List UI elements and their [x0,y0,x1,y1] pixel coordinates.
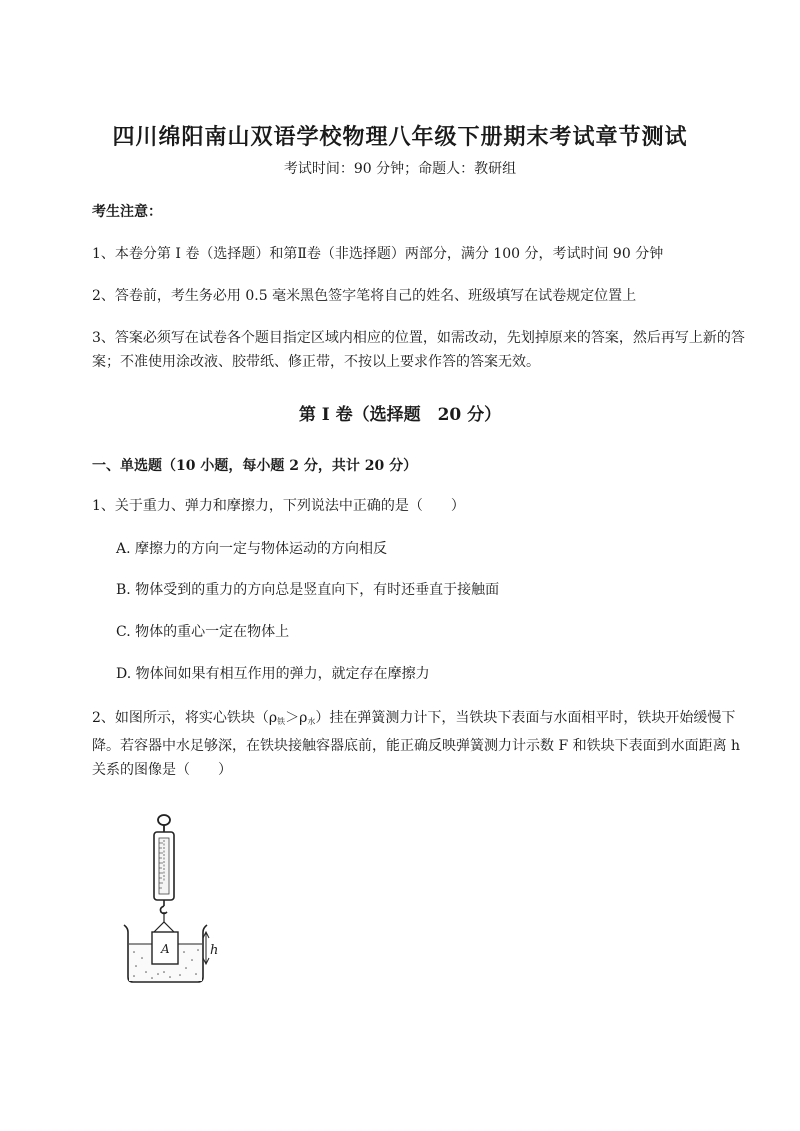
question-2-stem: 2、如图所示，将实心铁块$(\rho_铁>\rho_水)$挂在弹簧测力计下，当铁块下表面与水面相平时，铁块开始缓慢下降。若容器中水足够深，在铁块接触容器底前，能正确反映弹簧测力计示数 F 和铁块下表面到水面距离 h 关系的图像是（ ） [92,710,741,778]
block-label: A [161,942,170,956]
section-title: 第 I 卷（选择题 20 分） [298,405,502,425]
notice-item-3: 3、答案必须写在试卷各个题目指定区域内相应的位置，如需改动，先划掉原来的答案，然后再写上新的答案；不准使用涂改液、胶带纸、修正带，不按以上要求作答的答案无效。 [92,330,745,370]
part-heading: 一、单选题（10 小题，每小题 2 分，共计 20 分） [92,458,418,474]
page-title: 四川绵阳南山双语学校物理八年级下册期末考试章节测试 [112,124,688,150]
scale-top-ring [158,815,170,825]
notice-heading: 考生注意： [92,204,162,220]
spring-scale-figure [118,812,228,992]
question-1-option-b: B. 物体受到的重力的方向总是竖直向下，有时还垂直于接触面 [116,582,500,598]
notice-item-1: 1、本卷分第 I 卷（选择题）和第Ⅱ卷（非选择题）两部分，满分 100 分，考试时间 90 分钟 [92,246,664,262]
question-1-option-d: D. 物体间如果有相互作用的弹力，就定存在摩擦力 [116,666,430,682]
depth-label: h [210,943,219,958]
question-1-stem: 1、关于重力、弹力和摩擦力，下列说法中正确的是（ ） [92,498,465,514]
question-1-option-c: C. 物体的重心一定在物体上 [116,624,290,640]
exam-meta: 考试时间：90 分钟；命题人：教研组 [283,161,517,177]
notice-item-2: 2、答卷前，考生务必用 0.5 毫米黑色签字笔将自己的姓名、班级填写在试卷规定位置上 [92,288,637,304]
question-1-option-a: A. 摩擦力的方向一定与物体运动的方向相反 [116,541,388,557]
